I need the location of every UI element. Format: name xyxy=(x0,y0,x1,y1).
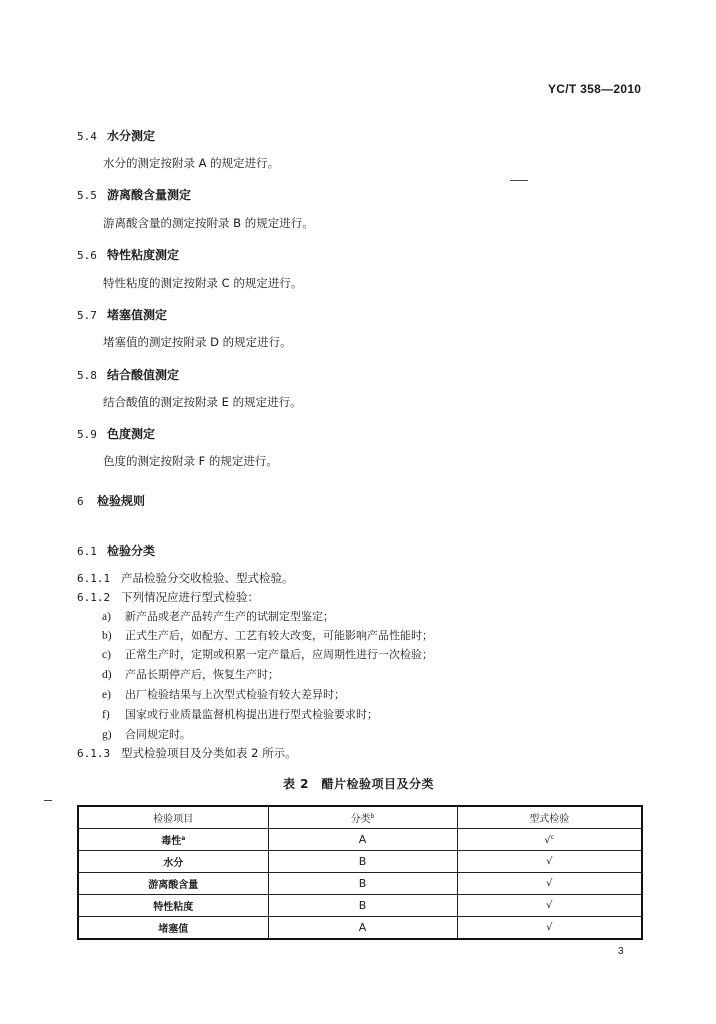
clause-number: 6.1.3 xyxy=(77,747,111,760)
list-item xyxy=(102,627,433,643)
scan-mark xyxy=(44,800,52,801)
table-header-cell: 检验项目 xyxy=(78,806,268,829)
table-caption: 表 2 醋片检验项目及分类 xyxy=(283,777,435,791)
section-number: 5.8 xyxy=(77,369,97,382)
section-text: 水分的测定按附录 A 的规定进行。 xyxy=(103,156,280,170)
clause-text: 下列情况应进行型式检验： xyxy=(121,590,259,604)
check-mark-icon: √ xyxy=(544,834,551,846)
clause xyxy=(77,745,297,761)
clause-text: 产品检验分交收检验、型式检验。 xyxy=(121,571,294,585)
table-row xyxy=(78,829,642,851)
section-title: 堵塞值测定 xyxy=(107,308,168,322)
table-cell-check xyxy=(457,895,642,917)
list-marker: b) xyxy=(102,630,112,642)
scan-mark xyxy=(510,180,528,181)
list-text: 新产品或老产品转产生产的试制定型鉴定； xyxy=(125,610,334,623)
table-cell-class: B xyxy=(268,851,457,873)
chapter-number: 6 xyxy=(77,495,84,508)
clause-number: 6.1.1 xyxy=(77,572,111,585)
footnote-marker: c xyxy=(550,833,555,841)
chapter-heading xyxy=(77,492,145,509)
table-cell-check xyxy=(457,851,642,873)
section-title: 特性粘度测定 xyxy=(107,248,180,262)
list-item xyxy=(102,646,433,662)
clause-text: 型式检验项目及分类如表 2 所示。 xyxy=(121,746,297,760)
section-number: 5.6 xyxy=(77,249,97,262)
table-row xyxy=(78,895,642,917)
section-number: 5.7 xyxy=(77,309,97,322)
table-cell-class: A xyxy=(268,917,457,940)
section-title: 结合酸值测定 xyxy=(107,368,180,382)
section-heading xyxy=(77,542,155,559)
list-marker: c) xyxy=(102,649,111,661)
table-cell-class: B xyxy=(268,895,457,917)
section-heading xyxy=(77,366,179,383)
list-item xyxy=(102,686,345,702)
list-text: 正式生产后，如配方、工艺有较大改变，可能影响产品性能时； xyxy=(125,629,433,642)
list-marker: f) xyxy=(102,709,110,721)
table-cell-item: 水分 xyxy=(78,851,268,873)
clause-number: 6.1.2 xyxy=(77,591,111,604)
table-cell-check xyxy=(457,829,642,851)
inspection-table xyxy=(77,805,643,940)
table-header-cell: 型式检验 xyxy=(457,806,642,829)
section-number: 6.1 xyxy=(77,545,97,558)
section-text: 色度的测定按附录 F 的规定进行。 xyxy=(103,454,278,468)
section-heading xyxy=(77,127,155,144)
table-header-row xyxy=(78,806,642,829)
page-number: 3 xyxy=(618,946,624,957)
list-item xyxy=(102,706,378,722)
list-text: 出厂检验结果与上次型式检验有较大差异时； xyxy=(125,688,345,701)
section-title: 游离酸含量测定 xyxy=(107,188,192,202)
list-marker: e) xyxy=(102,689,111,701)
table-cell-class: B xyxy=(268,873,457,895)
section-text: 结合酸值的测定按附录 E 的规定进行。 xyxy=(103,395,302,409)
section-text: 堵塞值的测定按附录 D 的规定进行。 xyxy=(103,335,292,349)
footnote-marker: a xyxy=(181,835,186,842)
table-row xyxy=(78,851,642,873)
list-marker: g) xyxy=(102,729,112,741)
list-text: 合同规定时。 xyxy=(125,728,191,741)
check-mark-icon: √ xyxy=(546,878,553,889)
chapter-title: 检验规则 xyxy=(97,494,146,508)
list-item xyxy=(102,726,191,742)
table-cell-item: 毒性$^a$ xyxy=(78,829,268,851)
table-cell-class: A xyxy=(268,829,457,851)
table-cell-check xyxy=(457,873,642,895)
standard-code: YC/T 358—2010 xyxy=(548,82,642,96)
section-heading xyxy=(77,306,167,323)
list-marker: a) xyxy=(102,611,111,623)
section-text: 特性粘度的测定按附录 C 的规定进行。 xyxy=(103,276,303,290)
table-row xyxy=(78,873,642,895)
footnote-marker: b xyxy=(370,813,375,820)
section-text: 游离酸含量的测定按附录 B 的规定进行。 xyxy=(103,216,314,230)
section-number: 5.4 xyxy=(77,130,97,143)
section-heading xyxy=(77,186,191,203)
check-mark-icon: √ xyxy=(546,922,553,933)
check-mark-icon: √ xyxy=(546,856,553,867)
table-cell-check xyxy=(457,917,642,940)
section-title: 水分测定 xyxy=(107,129,156,143)
list-text: 正常生产时，定期或积累一定产量后，应周期性进行一次检验； xyxy=(125,648,433,661)
table-header-cell: 分类$^b$ xyxy=(268,806,457,829)
clause xyxy=(77,589,259,605)
table-cell-item: 特性粘度 xyxy=(78,895,268,917)
list-item xyxy=(102,666,279,682)
table-row xyxy=(78,917,642,940)
section-number: 5.9 xyxy=(77,428,97,441)
list-marker: d) xyxy=(102,669,112,681)
list-text: 产品长期停产后，恢复生产时； xyxy=(125,668,279,681)
clause xyxy=(77,570,294,586)
section-number: 5.5 xyxy=(77,189,97,202)
section-heading xyxy=(77,246,179,263)
table-cell-item: 堵塞值 xyxy=(78,917,268,940)
section-title: 检验分类 xyxy=(107,544,156,558)
section-title: 色度测定 xyxy=(107,427,156,441)
section-heading xyxy=(77,425,155,442)
list-text: 国家或行业质量监督机构提出进行型式检验要求时； xyxy=(125,708,378,721)
list-item xyxy=(102,608,334,624)
check-mark-icon: √ xyxy=(546,900,553,911)
table-cell-item: 游离酸含量 xyxy=(78,873,268,895)
